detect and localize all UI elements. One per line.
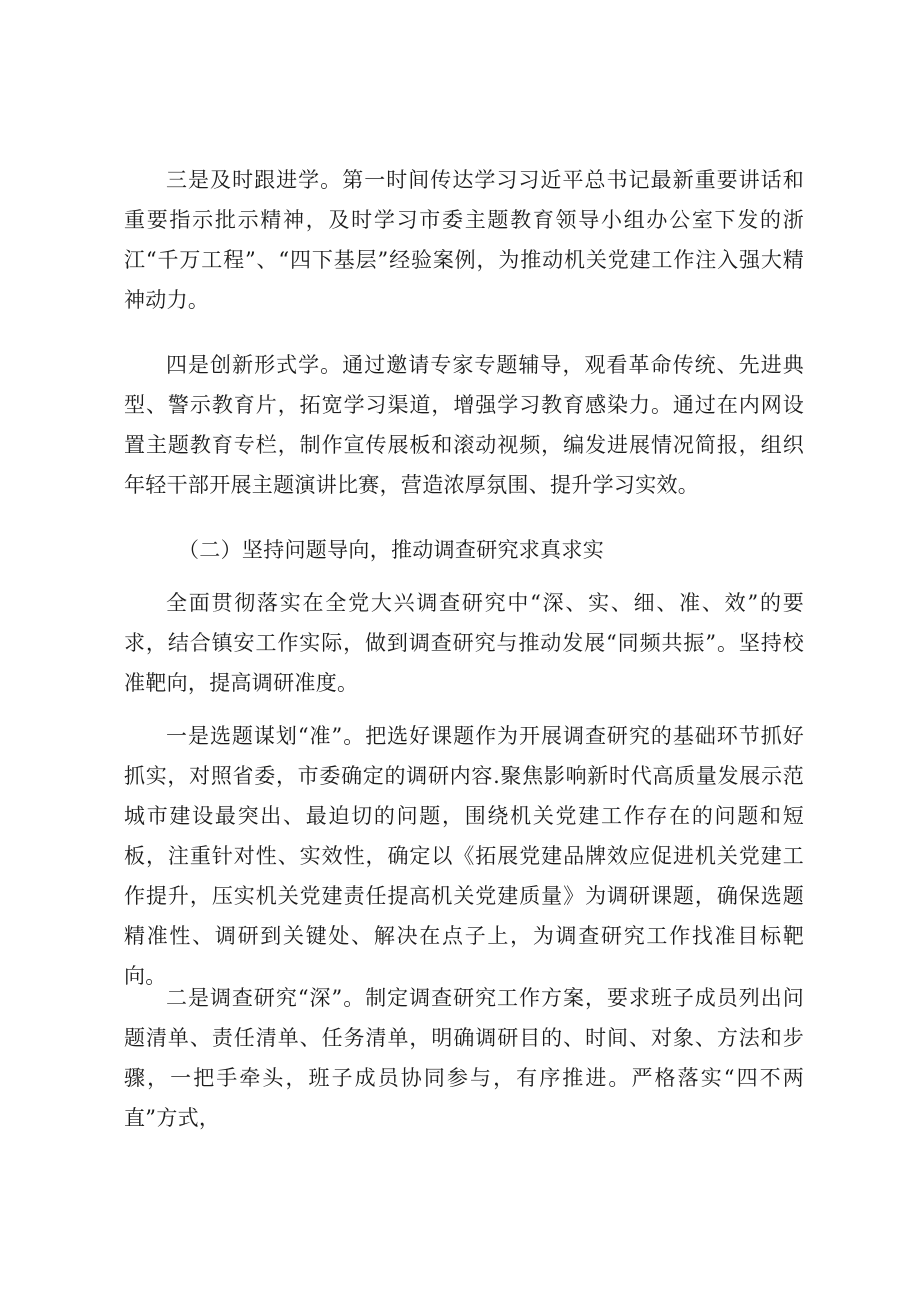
- paragraph-in-depth-research: 二是调查研究“深”。制定调查研究工作方案，要求班子成员列出问题清单、责任清单、任务清单，明确调研目的、时间、对象、方法和步骤，一把手牵头，班子成员协同参与，有序推进。严格落实“四不两直”方式，: [124, 986, 804, 1130]
- section-heading-2: （二）坚持问题导向，推动调查研究求真求实: [178, 538, 604, 562]
- paragraph-follow-up-study: 三是及时跟进学。第一时间传达学习习近平总书记最新重要讲话和重要指示批示精神，及时学习市委主题教育领导小组办公室下发的浙江“千万工程”、“四下基层”经验案例，为推动机关党建工作注入强大精神动力。: [124, 168, 804, 312]
- paragraph-topic-selection: 一是选题谋划“准”。把选好课题作为开展调查研究的基础环节抓好抓实，对照省委，市委确定的调研内容.聚焦影响新时代高质量发展示范城市建设最突出、最迫切的问题，围绕机关党建工作存在的问题和短板，注重针对性、实效性，确定以《拓展党建品牌效应促进机关党建工作提升，压实机关党建责任提高机关党建质量》为调研课题，确保选题精准性、调研到关键处、解决在点子上，为调查研究工作找准目标靶向。: [124, 724, 804, 988]
- paragraph-research-requirements: 全面贯彻落实在全党大兴调查研究中“深、实、细、准、效”的要求，结合镇安工作实际，做到调查研究与推动发展“同频共振”。坚持校准靶向，提高调研准度。: [124, 591, 804, 695]
- paragraph-innovative-study: 四是创新形式学。通过邀请专家专题辅导，观看革命传统、先进典型、警示教育片，拓宽学习渠道，增强学习教育感染力。通过在内网设置主题教育专栏，制作宣传展板和滚动视频，编发进展情况简报，组织年轻干部开展主题演讲比赛，营造浓厚氛围、提升学习实效。: [124, 353, 804, 497]
